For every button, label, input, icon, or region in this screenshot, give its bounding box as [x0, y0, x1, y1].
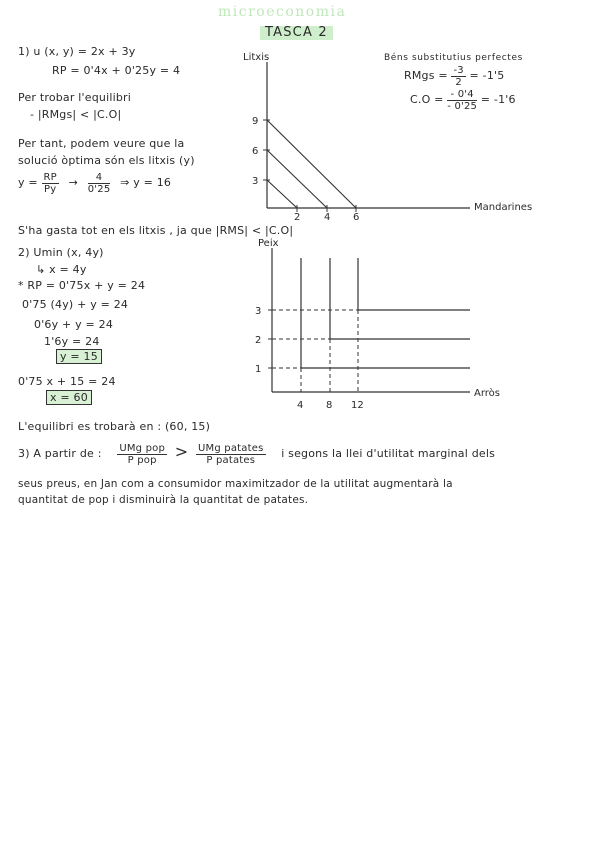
ex2-x-result: x = 60 — [46, 390, 92, 405]
ex3-first-line — [18, 438, 495, 468]
ex3-frac1-den: P pop — [127, 454, 157, 466]
ex2-step1: 0'75 (4y) + y = 24 — [22, 298, 129, 311]
ex3-frac1-num: UMg pop — [119, 442, 165, 454]
graph1-ytick-label: 3 — [252, 176, 259, 187]
ex3-frac2-den: P patates — [206, 454, 256, 466]
ex1-so-text: Per tant, podem veure que la — [18, 137, 185, 150]
graph2-xtick-label: 8 — [326, 400, 333, 411]
ex1-utility: 1) u (x, y) = 2x + 3y — [18, 45, 136, 58]
subst-rmgs-label: RMgs = — [404, 69, 448, 82]
ex2-step3: 1'6y = 24 — [44, 335, 100, 348]
ex3-greater-than: > — [174, 442, 189, 461]
graph2-xtick-label: 4 — [297, 400, 304, 411]
ex1-equilibrium-intro: Per trobar l'equilibri — [18, 91, 132, 104]
ex2-utility: 2) Umin (x, 4y) — [18, 246, 104, 259]
ex2-y-result: y = 15 — [56, 349, 102, 364]
graph1-x-label: Mandarines — [474, 202, 533, 213]
graph2-xtick-label: 12 — [351, 400, 364, 411]
ex2-step4: 0'75 x + 15 = 24 — [18, 375, 116, 388]
ex2-step2: 0'6y + y = 24 — [34, 318, 114, 331]
page-title: microeconomia — [218, 4, 347, 20]
ex3-prefix: 3) A partir de : — [18, 447, 102, 460]
subst-rmgs-num: -3 — [453, 64, 464, 76]
graph1-y-label: Litxis — [243, 52, 270, 63]
ex1-condition: - |RMgs| < |C.O| — [30, 108, 122, 121]
ex1-eq-arrow: → — [68, 176, 79, 189]
subst-co-num: - 0'4 — [447, 89, 477, 101]
graph2-y-label: Peix — [258, 238, 279, 249]
ex1-eq-frac1-den: Py — [44, 183, 57, 195]
graph1-ytick-label: 6 — [252, 146, 259, 157]
ex2-y-result-wrap — [56, 350, 102, 363]
graph1-xtick-label: 2 — [294, 212, 301, 223]
subst-heading: Béns substitutius perfectes — [384, 53, 523, 63]
graph2-ytick-label: 2 — [255, 335, 262, 346]
ex1-eq-frac2-num: 4 — [88, 172, 111, 184]
graph1-ytick-label: 9 — [252, 116, 259, 127]
ex1-conclusion: S'ha gasta tot en els litxis , ja que |RMS| < |C.O| — [18, 224, 294, 237]
ex3-suffix: i segons la llei d'utilitat marginal dels — [281, 447, 496, 460]
ex3-line2: seus preus, en Jan com a consumidor maximitzador de la utilitat augmentarà la — [18, 478, 453, 490]
ex1-budget: RP = 0'4x + 0'25y = 4 — [52, 64, 181, 77]
ex2-x-result-wrap — [46, 391, 92, 404]
graph1-line-9 — [267, 120, 356, 208]
subst-co-label: C.O = — [410, 93, 444, 106]
ex1-eq-frac1-num: RP — [43, 171, 57, 183]
ex3-frac1 — [117, 443, 167, 466]
ex1-eq-lhs: y = — [18, 176, 38, 189]
graph2-ytick-label: 3 — [255, 306, 262, 317]
ex2-relation: ↳ x = 4y — [36, 263, 87, 276]
ex3-line3: quantitat de pop i disminuirà la quantitat de patates. — [18, 494, 309, 506]
ex3-frac2-num: UMg patates — [198, 442, 264, 454]
graph2-ytick-label: 1 — [255, 364, 262, 375]
subst-rmgs-result: = -1'5 — [469, 69, 505, 82]
subst-rmgs-den: 2 — [455, 76, 462, 88]
ex1-eq-result: ⇒ y = 16 — [120, 176, 172, 189]
ex2-conclusion: L'equilibri es trobarà en : (60, 15) — [18, 420, 211, 433]
graph1-line-6 — [267, 150, 327, 208]
ex1-solution-text: solució òptima són els litxis (y) — [18, 154, 195, 167]
ex3-frac2 — [196, 443, 265, 466]
subst-co-den: - 0'25 — [447, 100, 478, 112]
graph1-xtick-label: 6 — [353, 212, 360, 223]
ex1-eq-frac2-den: 0'25 — [87, 183, 111, 195]
page-subtitle: TASCA 2 — [260, 26, 333, 40]
graph2-x-label: Arròs — [474, 388, 500, 399]
subst-co-result: = -1'6 — [480, 93, 516, 106]
graph1-xtick-label: 4 — [324, 212, 331, 223]
ex2-budget: * RP = 0'75x + y = 24 — [18, 279, 146, 292]
graph1-line-3 — [267, 180, 297, 208]
